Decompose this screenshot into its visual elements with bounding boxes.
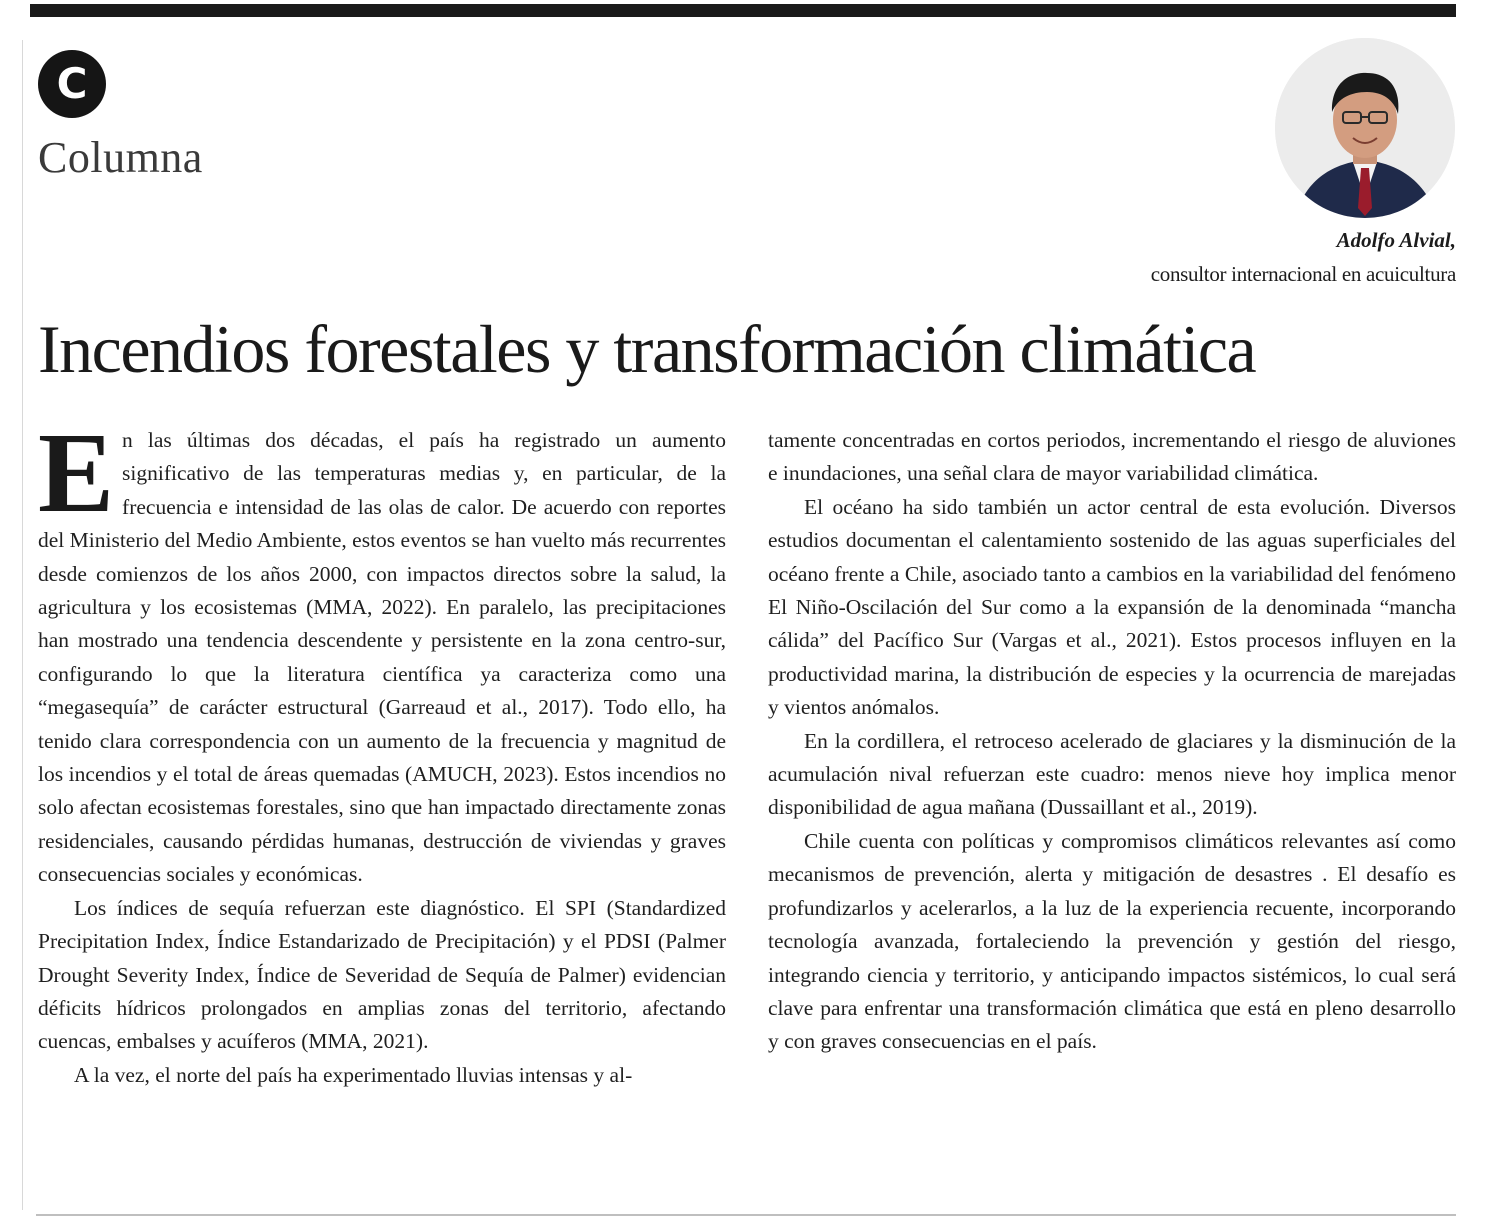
paragraph: Chile cuenta con políticas y compromisos climáticos relevantes así como mecanismos de prevención, alerta y mitigación de desastres . El desafío es profundizarlos y acelerarlos, a la luz de la experiencia recuente, incorporando tecnología avanzada, fortaleciendo la prevención y gestión del riesgo, integrando ciencia y territorio, y anticipando impactos sistémicos, lo cual será clave para enfrentar una transformación climática que está en pleno desarrollo y con graves consecuencias en el país. [768, 828, 1456, 1054]
author-role: consultor internacional en acuicultura [1150, 262, 1456, 286]
author-photo [1275, 38, 1455, 218]
left-margin-rule [22, 40, 23, 1210]
section-label: Columna [38, 133, 203, 182]
headline: Incendios forestales y transformación climática [38, 311, 1256, 387]
article-column-right [768, 424, 1456, 1059]
paragraph: tamente concentradas en cortos periodos, incrementando el riesgo de aluviones e inundaciones, una señal clara de mayor variabilidad climática. [768, 428, 1456, 486]
author-name: Adolfo Alvial, [1336, 228, 1456, 252]
top-rule [30, 4, 1456, 17]
paragraph-text: n las últimas dos décadas, el país ha registrado un aumento significativo de las temperaturas medias y, en particular, de la frecuencia e intensidad de las olas de calor. De acuerdo con reportes del Ministerio del Medio Ambiente, estos eventos se han vuelto más recurrentes desde comienzos de los años 2000, con impactos directos sobre la salud, la agricultura y los ecosistemas (MMA, 2022). En paralelo, las precipitaciones han mostrado una tendencia descendente y persistente en la zona centro-sur, configurando lo que la literatura científica ya caracteriza como una “megasequía” de carácter estructural (Garreaud et al., 2017). Todo ello, ha tenido clara correspondencia con un aumento de la frecuencia y magnitud de los incendios y el total de áreas quemadas (AMUCH, 2023). Estos incendios no solo afectan ecosistemas forestales, sino que han impactado directamente zonas residenciales, causando pérdidas humanas, destrucción de viviendas y graves consecuencias sociales y económicas. [38, 428, 726, 887]
section-badge: C [38, 50, 106, 118]
paragraph: En la cordillera, el retroceso acelerado de glaciares y la disminución de la acumulación nival refuerzan este cuadro: menos nieve hoy implica menor disponibilidad de agua mañana (Dussaillant et al., 2019). [768, 728, 1456, 820]
paragraph [38, 409, 726, 892]
paragraph: El océano ha sido también un actor central de esta evolución. Diversos estudios documentan el calentamiento sostenido de las aguas superficiales del océano frente a Chile, asociado tanto a cambios en la variabilidad del fenómeno El Niño-Oscilación del Sur como a la expansión de la denominada “mancha cálida” del Pacífico Sur (Vargas et al., 2021). Estos procesos influyen en la productividad marina, la distribución de especies y la ocurrencia de marejadas y vientos anómalos. [768, 494, 1456, 720]
dropcap: E [38, 409, 115, 536]
paragraph: A la vez, el norte del país ha experimentado lluvias intensas y al- [74, 1062, 633, 1087]
paragraph: Los índices de sequía refuerzan este diagnóstico. El SPI (Standardized Precipitation Index, Índice Estandarizado de Precipitación) y el PDSI (Palmer Drought Severity Index, Índice de Severidad de Sequía de Palmer) evidencian déficits hídricos prolongados en amplias zonas del territorio, afectando cuencas, embalses y acuíferos (MMA, 2021). [38, 895, 726, 1054]
article-column-left [38, 409, 726, 1092]
bottom-rule [36, 1214, 1456, 1216]
